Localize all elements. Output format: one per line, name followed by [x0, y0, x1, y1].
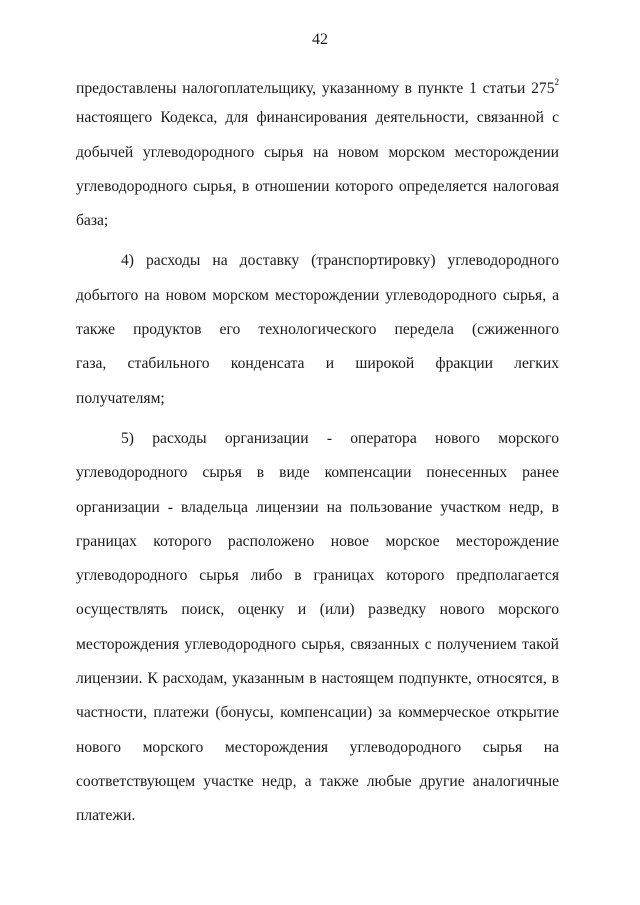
- text-line-content: углеводородного сырья, в отношении которого определяется налоговая: [76, 177, 559, 195]
- text-line: [76, 422, 559, 456]
- text-line-content: добычей углеводородного сырья на новом морском месторождении: [76, 143, 559, 161]
- text-line: [76, 456, 559, 490]
- text-line-content: месторождения углеводородного сырья, связанных с получением такой: [76, 635, 559, 653]
- text-line: [76, 491, 559, 525]
- text-line: [76, 696, 559, 730]
- text-line: [76, 101, 559, 135]
- text-line: [76, 170, 559, 204]
- text-line: [76, 799, 559, 833]
- text-line: [76, 593, 559, 627]
- text-line-content: база;: [76, 212, 109, 230]
- text-line: [76, 67, 559, 101]
- text-line-content: предоставлены налогоплательщику, указанному в пункте 1 статьи 275: [76, 80, 555, 98]
- text-line-content: углеводородного сырья либо в границах которого предполагается: [76, 567, 559, 585]
- text-line-content: границах которого расположено новое морское месторождение: [76, 532, 559, 550]
- text-line-content: добытого на новом морском месторождении углеводородного сырья, а: [76, 286, 559, 304]
- text-line: [76, 313, 559, 347]
- text-line-content: углеводородного сырья в виде компенсации понесенных ранее: [76, 464, 559, 482]
- text-line: [76, 204, 559, 238]
- text-line-content: частности, платежи (бонусы, компенсации) за коммерческое открытие: [76, 704, 559, 722]
- text-line: [76, 628, 559, 662]
- superscript: 2: [554, 77, 559, 87]
- text-line-content: 4) расходы на доставку (транспортировку) углеводородного: [121, 252, 559, 270]
- text-line-content: газа, стабильного конденсата и широкой фракции легких: [76, 355, 559, 373]
- text-line: [76, 662, 559, 696]
- text-line: [76, 731, 559, 765]
- document-body: [76, 67, 559, 834]
- text-line-content: организации - владельца лицензии на пользование участком недр, в: [76, 498, 559, 516]
- text-line: [76, 765, 559, 799]
- text-line: [76, 559, 559, 593]
- text-line: [76, 525, 559, 559]
- text-line-content: настоящего Кодекса, для финансирования деятельности, связанной с: [76, 109, 559, 127]
- page-number: 42: [312, 31, 328, 48]
- text-line: [76, 136, 559, 170]
- text-line: [76, 279, 559, 313]
- text-line-content: получателям;: [76, 389, 165, 407]
- text-line-content: лицензии. К расходам, указанным в настоящем подпункте, относятся, в: [76, 670, 559, 688]
- text-line-content: 5) расходы организации - оператора нового морского: [121, 429, 559, 447]
- text-line-content: соответствующем участке недр, а также любые другие аналогичные: [76, 772, 559, 790]
- text-line: [76, 382, 559, 416]
- text-line: [76, 244, 559, 278]
- text-line-content: платежи.: [76, 807, 136, 825]
- text-line: [76, 347, 559, 381]
- text-line-content: осуществлять поиск, оценку и (или) разведку нового морского: [76, 601, 559, 619]
- text-line-content: также продуктов его технологического передела (сжиженного: [76, 321, 559, 339]
- text-line-content: нового морского месторождения углеводородного сырья на: [76, 738, 559, 756]
